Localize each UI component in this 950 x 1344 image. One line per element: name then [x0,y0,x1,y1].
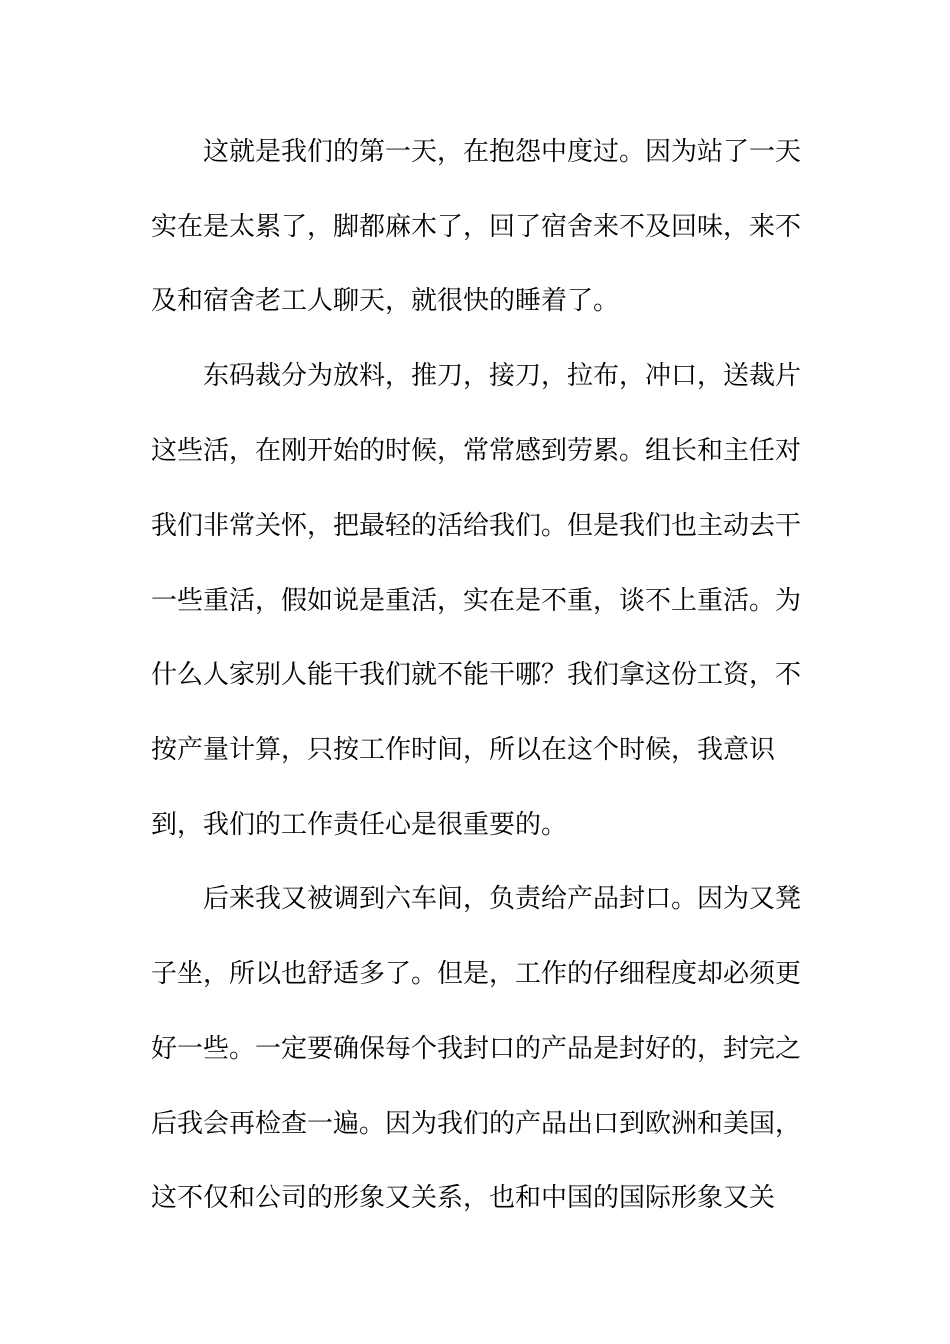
text-line: 东码裁分为放料，推刀，接刀，拉布，冲口，送裁片 [151,361,802,391]
text-line: 好一些。一定要确保每个我封口的产品是封好的，封完之 [151,1034,802,1064]
text-line: 这不仅和公司的形象又关系，也和中国的国际形象又关 [151,1183,776,1213]
text-line: 什么人家别人能干我们就不能干哪？我们拿这份工资，不 [151,660,802,690]
text-line: 后来我又被调到六车间，负责给产品封口。因为又凳 [151,884,802,914]
text-line: 到，我们的工作责任心是很重要的。 [151,810,568,840]
text-line: 这些活，在刚开始的时候，常常感到劳累。组长和主任对 [151,436,802,466]
text-line: 我们非常关怀，把最轻的活给我们。但是我们也主动去干 [151,511,802,541]
text-line: 实在是太累了，脚都麻木了，回了宿舍来不及回味，来不 [151,212,802,242]
text-line: 及和宿舍老工人聊天，就很快的睡着了。 [151,286,620,316]
text-line: 这就是我们的第一天，在抱怨中度过。因为站了一天 [151,137,802,167]
text-line: 子坐，所以也舒适多了。但是，工作的仔细程度却必须更 [151,959,802,989]
text-line: 一些重活，假如说是重活，实在是不重，谈不上重活。为 [151,586,802,616]
text-line: 后我会再检查一遍。因为我们的产品出口到欧洲和美国， [151,1109,802,1139]
text-line: 按产量计算，只按工作时间，所以在这个时候，我意识 [151,735,776,765]
